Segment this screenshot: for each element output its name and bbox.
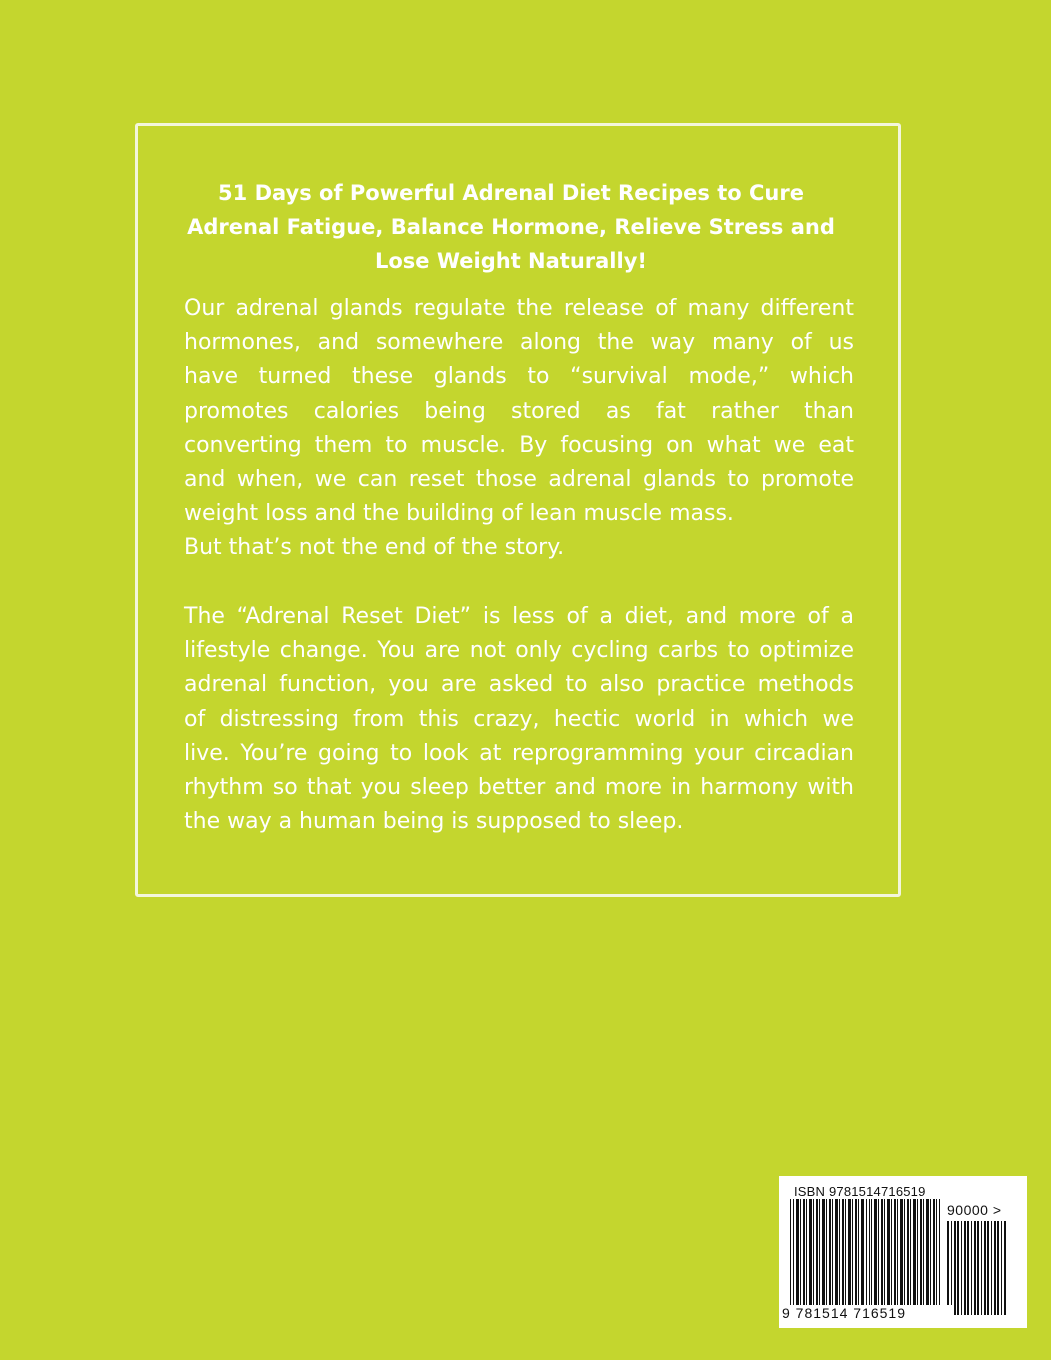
heading-line: Adrenal Fatigue, Balance Hormone, Relieve Stress and <box>187 215 835 239</box>
isbn-label: ISBN 9781514716519 <box>794 1184 926 1199</box>
paragraph-line: But that’s not the end of the story. <box>184 535 565 561</box>
paragraph-line: promotes calories being stored as fat rather than <box>184 398 854 424</box>
back-cover-heading <box>178 176 844 278</box>
barcode-guard-middle <box>863 1199 869 1315</box>
description-paragraph-1 <box>184 292 854 566</box>
paragraph-line: live. You’re going to look at reprogramming your circadian <box>184 740 854 766</box>
heading-line: Lose Weight Naturally! <box>375 249 647 273</box>
paragraph-line: weight loss and the building of lean muscle mass. <box>184 501 734 527</box>
paragraph-line: lifestyle change. You are not only cycling carbs to optimize <box>184 638 854 664</box>
barcode-addon-bars <box>947 1221 1007 1315</box>
paragraph-line: the way a human being is supposed to sleep. <box>184 809 684 835</box>
paragraph-line: converting them to muscle. By focusing on what we eat <box>184 432 854 458</box>
barcode-guard-right <box>936 1199 942 1315</box>
paragraph-line: The “Adrenal Reset Diet” is less of a diet, and more of a <box>184 604 854 629</box>
description-paragraph-2 <box>184 600 854 839</box>
paragraph-line: hormones, and somewhere along the way many of us <box>184 330 854 356</box>
paragraph-line: adrenal function, you are asked to also practice methods <box>184 672 854 698</box>
barcode-guard-left <box>790 1199 796 1315</box>
paragraph-line: of distressing from this crazy, hectic world in which we <box>184 706 854 732</box>
paragraph-line: have turned these glands to “survival mode,” which <box>184 364 854 390</box>
price-code: 90000 > <box>947 1202 1002 1218</box>
isbn-digits: 9 781514 716519 <box>780 1305 952 1321</box>
paragraph-line: rhythm so that you sleep better and more in harmony with <box>184 775 854 801</box>
paragraph-line: Our adrenal glands regulate the release of many different <box>184 296 854 321</box>
paragraph-line: and when, we can reset those adrenal glands to promote <box>184 467 854 493</box>
heading-line: 51 Days of Powerful Adrenal Diet Recipes to Cure <box>218 181 804 205</box>
isbn-barcode <box>779 1176 1027 1328</box>
